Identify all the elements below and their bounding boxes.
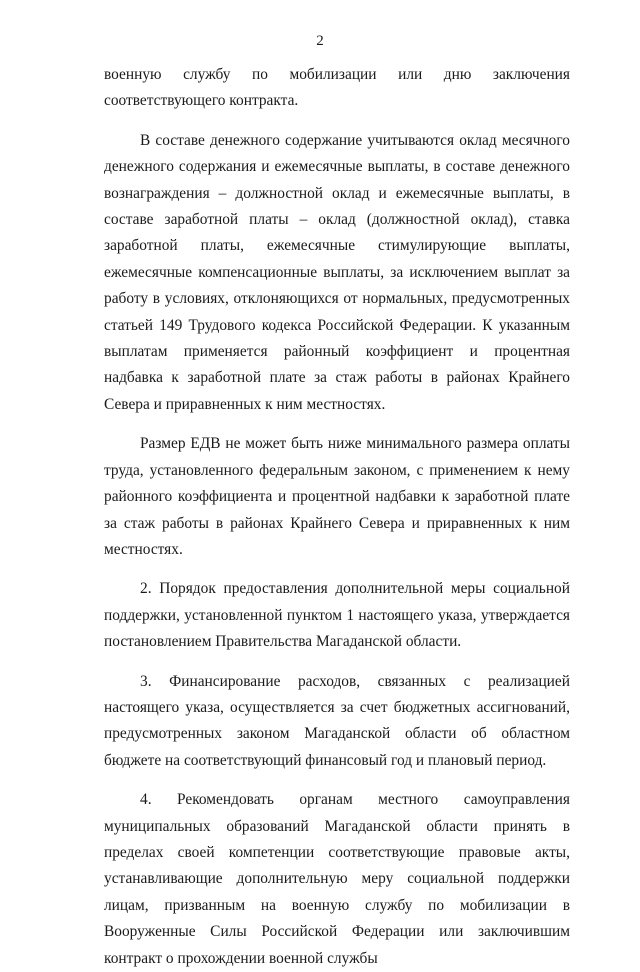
paragraph-continuation: военную службу по мобилизации или дню заключения соответствующего контракта. xyxy=(104,66,570,110)
document-body xyxy=(104,62,570,967)
paragraph-edv-minimum: Размер ЕДВ не может быть ниже минимального размера оплаты труда, установленного федеральным законом, с применением к нему районного коэффициента и процентной надбавки к заработной плате за стаж работы в районах Крайнего Севера и приравненных к ним местностях. xyxy=(104,435,570,558)
page-number: 2 xyxy=(316,33,324,49)
paragraph-item-3: 3. Финансирование расходов, связанных с реализацией настоящего указа, осуществляется за счет бюджетных ассигнований, предусмотренных законом Магаданской области об областном бюджете на соответствующий финансовый год и плановый период. xyxy=(104,672,570,769)
paragraph-salary-composition: В составе денежного содержание учитываются оклад месячного денежного содержания и ежемесячные выплаты, в составе денежного вознаграждения – должностной оклад и ежемесячные выплаты, в составе заработной платы – оклад (должностной оклад), ставка заработной платы, ежемесячные стимулирующие выплаты, ежемесячные компенсационные выплаты, за исключением выплат за работу в условиях, отклоняющихся от нормальных, предусмотренных статьей 149 Трудового кодекса Российской Федерации. К указанным выплатам применяется районный коэффициент и процентная надбавка к заработной плате за стаж работы в районах Крайнего Севера и приравненных к ним местностях. xyxy=(104,131,570,413)
paragraph-item-4: 4. Рекомендовать органам местного самоуправления муниципальных образований Магаданской области принять в пределах своей компетенции соответствующие правовые акты, устанавливающие дополнительную меру социальной поддержки лицам, призванным на военную службу по мобилизации в Вооруженные Силы Российской Федерации или заключившим контракт о прохождении военной службы xyxy=(104,791,570,967)
paragraph-item-2: 2. Порядок предоставления дополнительной меры социальной поддержки, установленной пунктом 1 настоящего указа, утверждается постановлением Правительства Магаданской области. xyxy=(104,580,570,651)
